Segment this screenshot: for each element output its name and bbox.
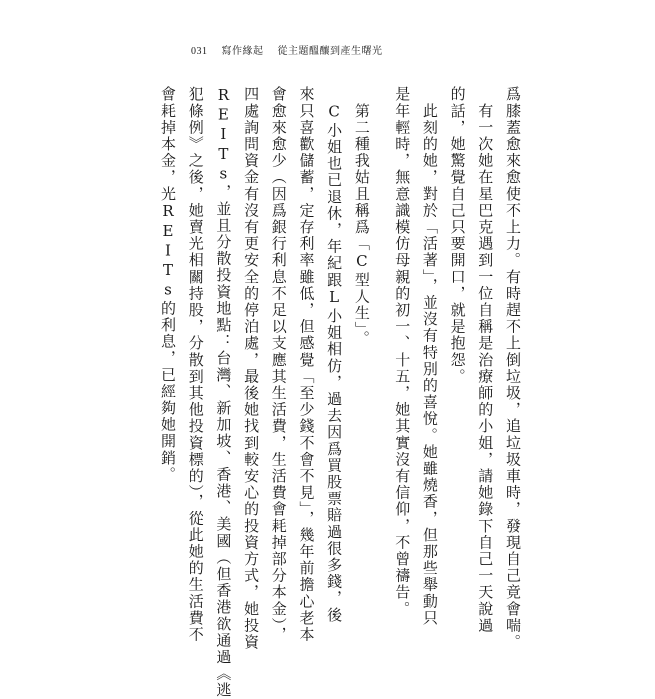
page-number: 031 bbox=[191, 46, 208, 57]
vertical-text-block bbox=[159, 86, 522, 699]
text-column: 是年輕時，無意識模仿母親的初一、十五，她其實沒有信仰，不曾禱告。 bbox=[393, 86, 412, 618]
text-column: 有一次她在星巴克遇到一位自稱是治療師的小姐，請她錄下自己一天說過 bbox=[476, 86, 495, 634]
text-column: 的話，她驚覺自己只要開口，就是抱怨。 bbox=[448, 86, 467, 385]
page-header bbox=[191, 42, 383, 57]
chapter-subtitle: 從主題醞釀到產生曙光 bbox=[277, 46, 383, 57]
text-column: 爲膝蓋愈來愈使不上力。有時趕不上倒垃圾，追垃圾車時，發現自己竟會喘。 bbox=[503, 86, 522, 651]
text-column: 第二種我姑且稱爲「C型人生」。 bbox=[352, 86, 371, 348]
text-column: 犯條例》之後，她賣光相關持股，分散到其他投資標的），從此她的生活費不 bbox=[186, 86, 205, 643]
text-column: 會耗掉本金，光REITs的利息，已經夠她開銷。 bbox=[159, 86, 177, 483]
text-column: REITs，並且分散投資地點：台灣、新加坡、香港、美國（但香港欲通過《逃 bbox=[214, 86, 233, 699]
text-column: C小姐也已退休，年紀跟L小姐相仿，過去因爲買股票賠過很多錢，後 bbox=[325, 86, 344, 624]
chapter-title: 寫作緣起 bbox=[221, 46, 264, 57]
text-column: 四處詢問資金有沒有更安全的停泊處，最後她找到較安心的投資方式，她投資 bbox=[242, 86, 261, 651]
text-column: 此刻的她，對於「活著」，並沒有特別的喜悅。她雖燒香，但那些舉動只 bbox=[420, 86, 439, 627]
text-column: 會愈來愈少（因爲銀行利息不足以支應其生活費，生活費會耗掉部分本金）， bbox=[269, 86, 288, 643]
text-column: 來只喜歡儲蓄，定存利率雖低，但感覺「至少錢不會不見」，幾年前擔心老本 bbox=[297, 86, 316, 643]
